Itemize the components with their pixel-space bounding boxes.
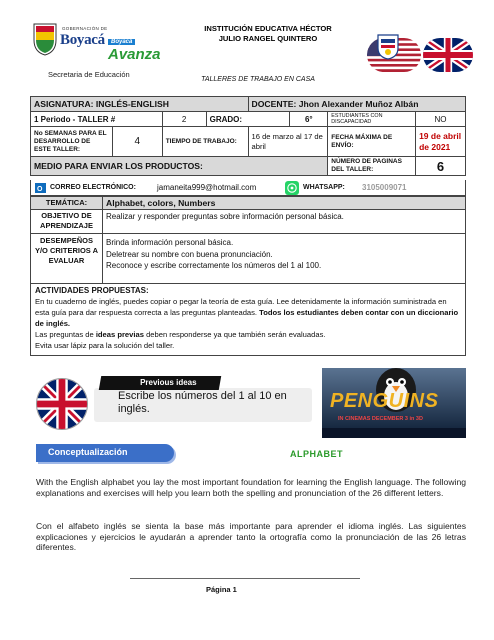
previous-ideas-tag: [99, 376, 221, 390]
english-paragraph: With the English alphabet you lay the most important foundation for learning the English language. The following explanations and exercises will help you learn both the spelling and pronunciation of the 26 different letters.: [36, 477, 466, 498]
school-seal-icon: [377, 34, 399, 60]
activities-paragraph-1: [35, 296, 461, 329]
uk-flag-icon: [423, 38, 473, 72]
activities-title: ACTIVIDADES PROPUESTAS:: [35, 286, 149, 295]
discapacidad-value: NO: [416, 112, 466, 127]
alphabet-title: ALPHABET: [290, 449, 343, 459]
semanas-label: No SEMANAS PARA EL DESARROLLO DE ESTE TALLER:: [31, 127, 113, 157]
desempenos-list: [103, 234, 466, 284]
objetivo-row: [31, 210, 466, 234]
email-label: CORREO ELECTRÓNICO:: [50, 184, 136, 191]
gobernacion-label: GOBERNACIÓN DE: [62, 26, 108, 31]
boyaca-badge: Boyacá: [108, 39, 135, 45]
fecha-value: 19 de abril de 2021: [416, 127, 466, 157]
whatsapp-number[interactable]: 3105009071: [362, 183, 407, 192]
taller-number: 2: [162, 112, 206, 127]
info-row-period: [31, 112, 466, 127]
activities-p1-text: En tu cuaderno de inglés, puedes copiar o pegar la teoría de esta guía. Lee detenidamente la información suministrada en esta guía para dar respuesta correcta a las preguntas planteadas.: [35, 297, 447, 317]
penguins-title: PENGUINS: [330, 390, 439, 412]
info-table: [30, 96, 466, 176]
shield-icon: [32, 22, 58, 56]
activities-p2-text-a: Las preguntas de: [35, 330, 94, 339]
objectives-table: [30, 196, 466, 284]
paginas-label: NÚMERO DE PAGINAS DEL TALLER:: [328, 157, 416, 176]
objetivo-value: Realizar y responder preguntas sobre información personal básica.: [103, 210, 466, 234]
institution-title: [178, 24, 358, 44]
periodo-label: 1 Periodo - TALLER #: [31, 112, 163, 127]
discapacidad-label: ESTUDIANTES CON DISCAPACIDAD: [328, 112, 416, 127]
contact-row: [30, 180, 466, 196]
grado-value: 6°: [290, 112, 328, 127]
header: [28, 18, 468, 90]
activities-p2-bold: ideas previas: [95, 330, 144, 339]
flags-and-seal: [367, 28, 477, 76]
activities-p2-text-c: deben responderse ya que también serán evaluadas.: [146, 330, 326, 339]
page-number: Página 1: [206, 585, 237, 594]
boyaca-wordmark: Boyacá: [60, 32, 105, 48]
avanza-text: Avanza: [108, 46, 161, 63]
fecha-label: FECHA MÁXIMA DE ENVÍO:: [328, 127, 416, 157]
tiempo-label: TIEMPO DE TRABAJO:: [162, 127, 248, 157]
footer-divider: [130, 578, 360, 579]
desempeno-item: Brinda información personal básica.: [106, 238, 234, 247]
desempenos-row: [31, 234, 466, 284]
activities-paragraph-2: [35, 329, 461, 340]
institution-line-1: INSTITUCIÓN EDUCATIVA HÉCTOR: [204, 24, 332, 33]
uk-flag-circle-icon: [36, 378, 88, 430]
activities-p1-bold: Todos los estudiantes deben contar con un diccionario de inglés.: [35, 308, 459, 328]
docente-cell: DOCENTE: Jhon Alexander Muñoz Albán: [248, 97, 465, 112]
gobernacion-logo: [32, 20, 161, 68]
email-link[interactable]: jamaneita999@hotmail.com: [157, 183, 257, 192]
previous-ideas-block: [30, 368, 312, 438]
tematica-row: [31, 197, 466, 210]
grado-label: GRADO:: [206, 112, 290, 127]
semanas-value: 4: [112, 127, 162, 157]
paginas-value: 6: [416, 157, 466, 176]
talleres-subtitle: TALLERES DE TRABAJO EN CASA: [201, 76, 315, 83]
secretaria-label: Secretaria de Educación: [48, 70, 130, 79]
spanish-paragraph: Con el alfabeto inglés se sienta la base más importante para aprender el idioma inglés. Las siguientes explicaciones y ejercicios le ayudarán a aprender tanto la ortografía como la pronunciación de las 26 letras diferentes.: [36, 521, 466, 552]
activities-section: [30, 284, 466, 356]
whatsapp-label: WHATSAPP:: [303, 184, 345, 191]
svg-text:O: O: [37, 186, 43, 193]
objetivo-label: OBJETIVO DE APRENDIZAJE: [31, 210, 103, 234]
previous-ideas-question: Escribe los números del 1 al 10 en inglés.: [118, 390, 287, 415]
outlook-mail-icon: [35, 183, 46, 193]
penguins-poster: [322, 368, 466, 438]
info-row-subject: [31, 97, 466, 112]
info-row-medio: [31, 157, 466, 176]
desempeno-item: Deletrear su nombre con buena pronunciación.: [106, 249, 273, 259]
tematica-value: Alphabet, colors, Numbers: [103, 197, 466, 210]
conceptualizacion-tag: Conceptualización: [36, 444, 174, 462]
institution-line-2: JULIO RANGEL QUINTERO: [218, 34, 318, 43]
previous-ideas-label: Previous ideas: [140, 378, 197, 387]
desempeno-item: Reconoce y escribe correctamente los números del 1 al 100.: [106, 261, 322, 270]
info-row-dates: [31, 127, 466, 157]
tematica-label: TEMÁTICA:: [31, 197, 103, 210]
tiempo-value: 16 de marzo al 17 de abril: [248, 127, 328, 157]
medio-label: MEDIO PARA ENVIAR LOS PRODUCTOS:: [31, 157, 328, 176]
avanza-wordmark: [108, 30, 161, 63]
activities-paragraph-3: Evita usar lápiz para la solución del taller.: [35, 341, 175, 350]
previous-ideas-banner: [30, 368, 466, 438]
whatsapp-icon: [285, 181, 299, 195]
penguins-subtitle: IN CINEMAS DECEMBER 3 in 3D: [338, 416, 423, 422]
desempenos-label: DESEMPEÑOS Y/O CRITERIOS A EVALUAR: [31, 234, 103, 284]
asignatura-cell: ASIGNATURA: INGLÉS-ENGLISH: [31, 97, 249, 112]
